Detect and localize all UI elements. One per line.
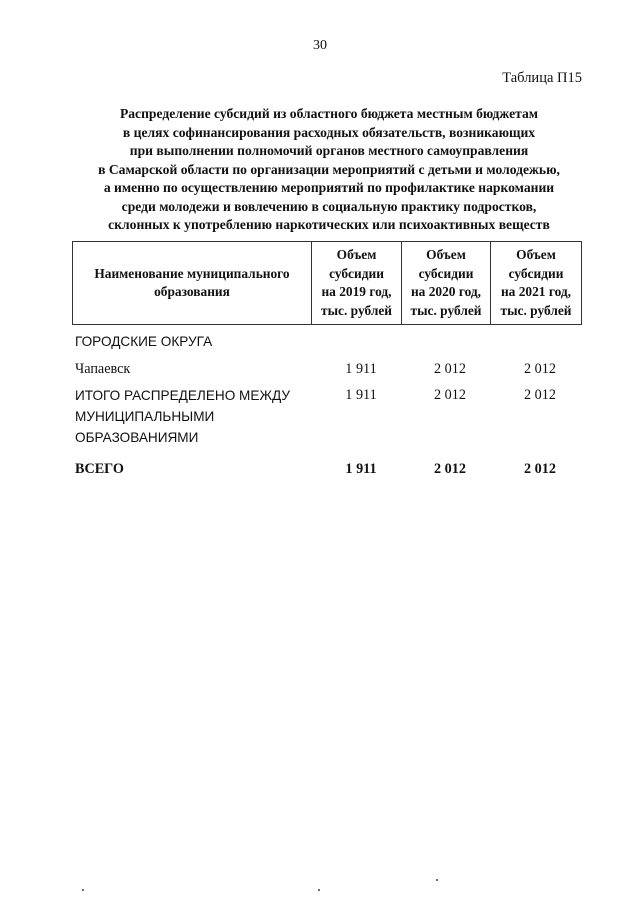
value-2020: 2 012: [434, 361, 466, 377]
header-2020: [402, 242, 491, 325]
title-line: среди молодежи и вовлечению в социальную практику подростков,: [121, 198, 537, 214]
subtotal-label-line: ОБРАЗОВАНИЯМИ: [75, 430, 199, 445]
value-2021: 2 012: [524, 361, 556, 377]
subtotal-label: [75, 385, 320, 448]
header-municipality: [73, 242, 312, 325]
header-text: образования: [154, 284, 230, 299]
header-text: тыс. рублей: [500, 302, 572, 318]
title-line: Распределение субсидий из областного бюджета местным бюджетам: [119, 106, 539, 121]
subtotal-label-line: ИТОГО РАСПРЕДЕЛЕНО МЕЖДУ: [75, 388, 290, 403]
header-text: Наименование муниципального: [94, 265, 290, 281]
scan-speck: [436, 879, 438, 881]
scan-speck: [318, 889, 320, 891]
value-2019: 1 911: [345, 361, 377, 377]
header-text: на 2019 год,: [321, 284, 392, 299]
section-heading-text: ГОРОДСКИЕ ОКРУГА: [75, 334, 213, 349]
subtotal-2020: 2 012: [434, 387, 466, 403]
title-line: а именно по осуществлению мероприятий по профилактике наркомании: [103, 180, 555, 195]
subtotal-row: [75, 385, 595, 451]
total-2020: 2 012: [434, 461, 466, 477]
scan-speck: [82, 889, 84, 891]
table-header: [72, 241, 582, 325]
title-line: склонных к употреблению наркотических или психоактивных веществ: [108, 217, 550, 232]
subtotal-2019: 1 911: [345, 387, 377, 403]
title-line: в Самарской области по организации мероприятий с детьми и молодежью,: [98, 161, 560, 177]
subtotal-2021: 2 012: [524, 387, 556, 403]
header-text: Объем: [426, 247, 466, 262]
header-2019: [312, 242, 402, 325]
header-text: на 2021 год,: [500, 284, 572, 299]
header-text: тыс. рублей: [321, 302, 392, 318]
header-2021: [491, 242, 582, 325]
header-text: субсидии: [508, 265, 564, 281]
municipality-name: Чапаевск: [75, 361, 131, 377]
page-number: 30: [313, 38, 327, 53]
subtotal-label-line: МУНИЦИПАЛЬНЫМИ: [75, 409, 215, 424]
title-line: в целях софинансирования расходных обязательств, возникающих: [122, 124, 536, 140]
header-text: на 2020 год,: [410, 284, 482, 299]
header-text: субсидии: [418, 265, 474, 281]
total-2019: 1 911: [345, 461, 377, 477]
header-text: субсидии: [329, 265, 384, 281]
header-text: тыс. рублей: [410, 302, 482, 318]
table-label: Таблица П15: [502, 70, 582, 86]
document-title: [60, 105, 598, 235]
total-2021: 2 012: [524, 461, 556, 477]
header-text: Объем: [336, 247, 377, 262]
total-label: ВСЕГО: [75, 461, 124, 477]
title-line: при выполнении полномочий органов местного самоуправления: [129, 143, 529, 158]
header-text: Объем: [516, 247, 556, 262]
